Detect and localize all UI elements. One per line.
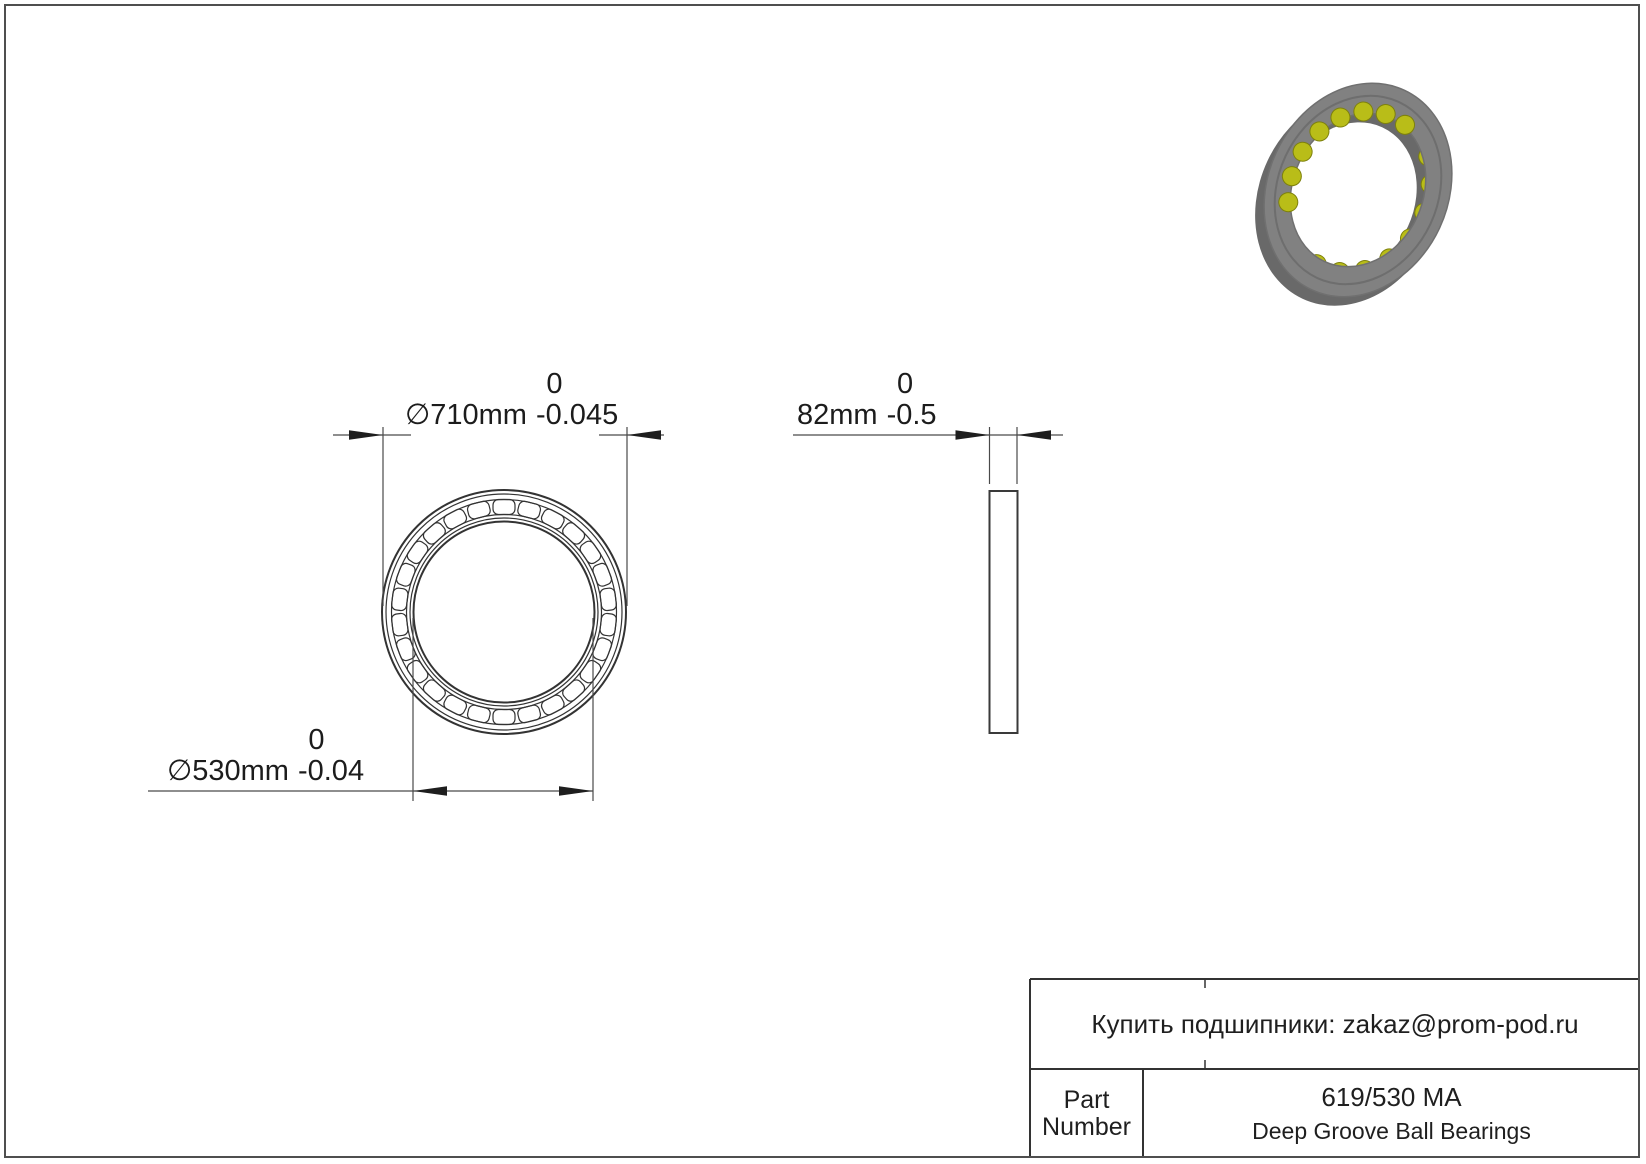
part-label: Part Number xyxy=(1042,1085,1131,1141)
cage-inner-circle xyxy=(407,515,602,710)
dim-value: 82mm xyxy=(797,399,878,431)
dim-text-outer-diameter xyxy=(405,369,618,431)
dim-text-width xyxy=(797,369,937,431)
contact-text: Купить подшипники: zakaz@prom-pod.ru xyxy=(1091,1008,1579,1039)
dim-tolerance-upper: 0 xyxy=(897,368,914,400)
dimension-width xyxy=(793,427,1063,484)
arrowhead xyxy=(627,430,661,440)
ball-pocket xyxy=(391,588,409,612)
part-number: 619/530 MA xyxy=(1321,1082,1462,1112)
ball-pocket xyxy=(599,588,617,612)
dim-tolerance-upper: 0 xyxy=(308,724,325,756)
arrowhead xyxy=(1017,430,1051,440)
title-block-contact xyxy=(1032,981,1638,1067)
arrowhead xyxy=(956,430,990,440)
outer-diameter-circle xyxy=(382,490,626,734)
bearing-3d-render xyxy=(1221,52,1486,336)
dim-tolerance xyxy=(536,369,618,431)
bearing-3d-face xyxy=(1230,52,1486,327)
dim-tolerance-lower: -0.04 xyxy=(297,755,365,787)
dim-tolerance-lower: -0.5 xyxy=(886,399,937,431)
dim-tolerance xyxy=(298,725,364,787)
ball-pocket xyxy=(466,704,491,724)
ball-pocket xyxy=(517,704,542,724)
bore-circle xyxy=(414,522,595,703)
dim-tolerance xyxy=(887,369,937,431)
ball-pocket xyxy=(599,613,617,637)
title-block-part-label-cell xyxy=(1032,1071,1141,1156)
title-block-part-info-cell xyxy=(1145,1071,1638,1156)
arrowhead xyxy=(349,430,383,440)
dim-value: ∅530mm xyxy=(167,755,289,787)
cage-outer-circle xyxy=(392,500,617,725)
outer-ring-inner-edge-circle xyxy=(386,494,622,730)
inner-ring-shoulder-circle xyxy=(410,518,598,706)
dim-value: ∅710mm xyxy=(405,399,527,431)
dimension-outer-diameter xyxy=(333,427,664,606)
front-view xyxy=(382,490,626,734)
ball-pocket xyxy=(466,500,491,520)
ball-cage-ring xyxy=(391,500,617,725)
arrowhead xyxy=(559,786,593,796)
ball-pocket xyxy=(391,613,409,637)
dim-tolerance-upper: 0 xyxy=(546,368,563,400)
part-type: Deep Groove Ball Bearings xyxy=(1252,1118,1531,1144)
side-view-rect xyxy=(990,491,1018,733)
dim-tolerance-lower: -0.045 xyxy=(535,399,619,431)
dim-text-bore-diameter xyxy=(167,725,364,787)
ball-pocket xyxy=(493,710,515,725)
ball-pocket xyxy=(517,500,542,520)
side-view xyxy=(990,491,1018,733)
ball-pocket xyxy=(493,500,515,515)
arrowhead xyxy=(413,786,447,796)
